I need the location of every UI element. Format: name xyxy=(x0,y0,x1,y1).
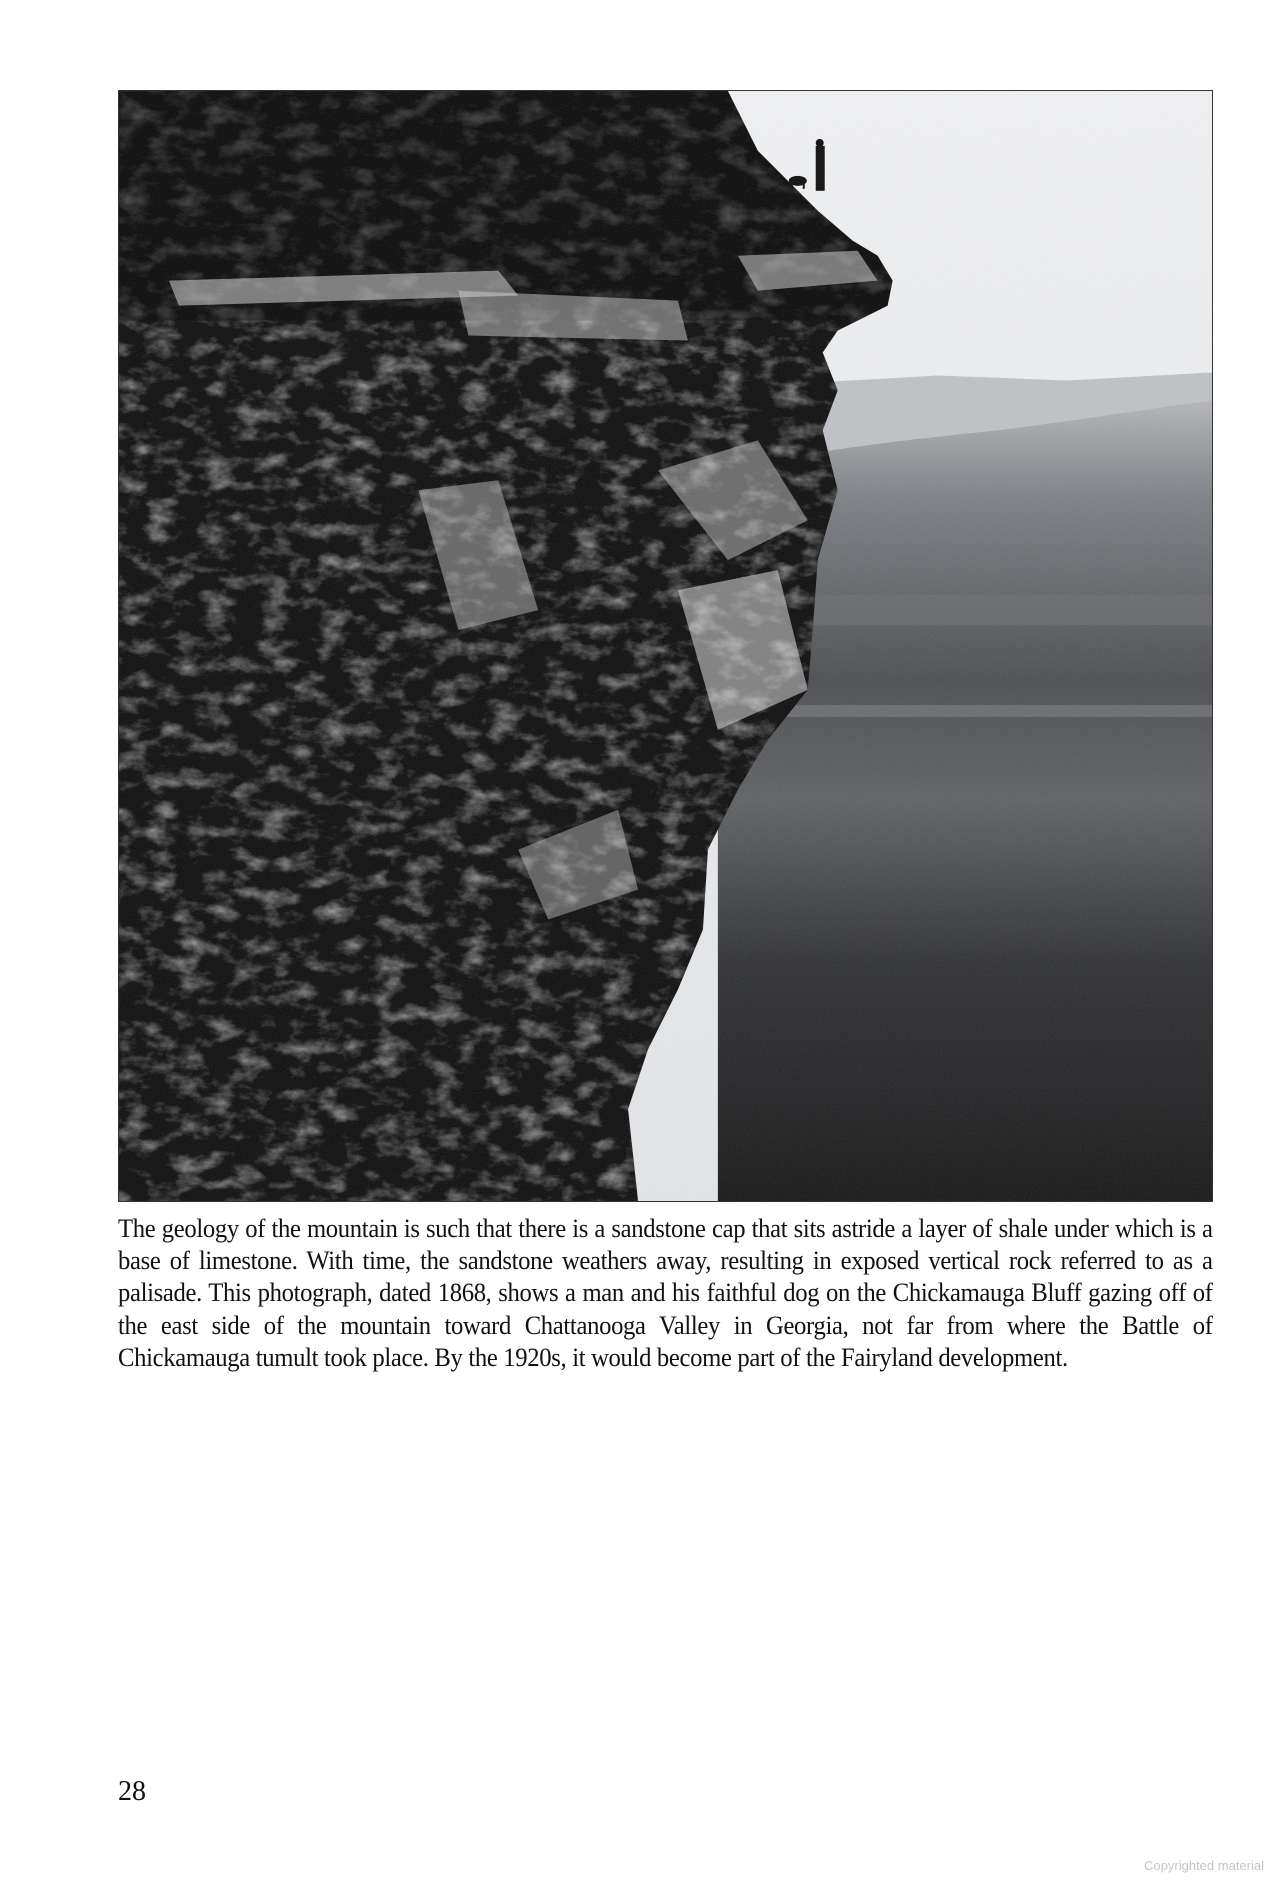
copyright-watermark: Copyrighted material xyxy=(1144,1858,1264,1873)
photo-caption: The geology of the mountain is such that there is a sandstone cap that sits astride a layer of shale under which is a base of limestone. With time, the sandstone weathers away, resulting in exposed vertical rock referred to as a palisade. This photograph, dated 1868, shows a man and his faithful dog on the Chickamauga Bluff gazing off of the east side of the mountain toward Chattanooga Valley in Georgia, not far from where the Battle of Chickamauga tumult took place. By the 1920s, it would become part of the Fairyland development. xyxy=(118,1213,1213,1372)
page-number: 28 xyxy=(118,1776,146,1807)
cliff-landscape-image xyxy=(119,91,1212,1201)
historical-photograph xyxy=(118,90,1213,1202)
